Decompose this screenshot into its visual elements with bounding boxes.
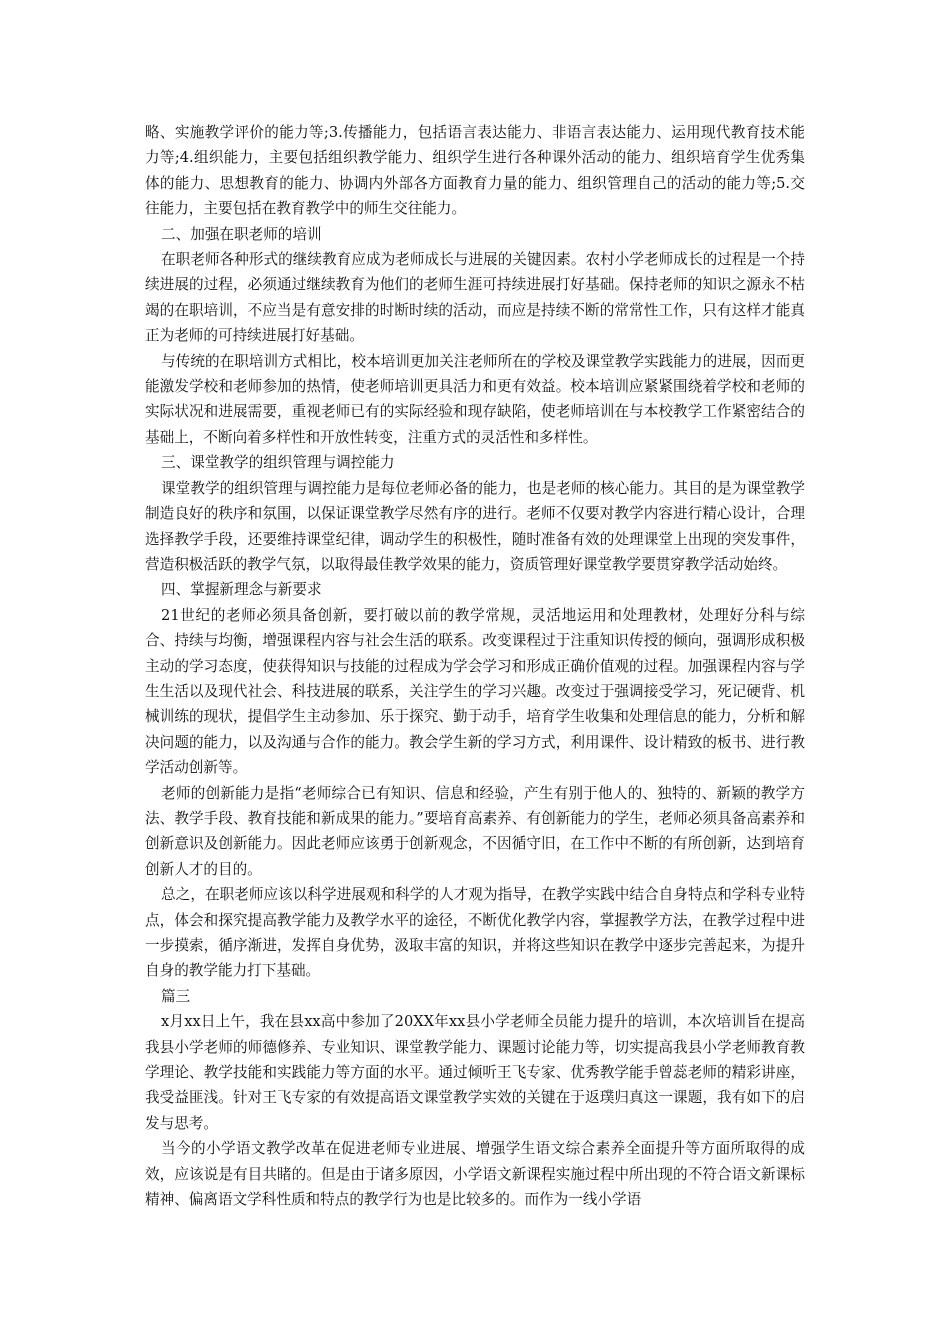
section-heading-4: 四、掌握新理念与新要求 bbox=[161, 581, 322, 599]
paragraph: 与传统的在职培训方式相比，校本培训更加关注老师所在的学校及课堂教学实践能力的进展，因而更能激发学校和老师参加的热情，使老师培训更具活力和更有效益。校本培训应紧紧围绕着学校和老师的实际状况和进展需要，重视老师已有的实际经验和现存缺陷，使老师培训在与本校教学工作紧密结合的基础上，不断向着多样性和开放性转变，注重方式的灵活性和多样性。 bbox=[145, 352, 805, 446]
paragraph: 21世纪的老师必须具备创新，要打破以前的教学常规，灵活地运用和处理教材，处理好分科与综合、持续与均衡，增强课程内容与社会生活的联系。改变课程过于注重知识传授的倾向，强调形成积极主动的学习态度，使获得知识与技能的过程成为学会学习和形成正确价值观的过程。加强课程内容与学生生活以及现代社会、科技进展的联系，关注学生的学习兴趣。改变过于强调接受学习，死记硬背、机械训练的现状，提倡学生主动参加、乐于探究、勤于动手，培育学生收集和处理信息的能力，分析和解决问题的能力，以及沟通与合作的能力。教会学生新的学习方式，利用课件、设计精致的板书、进行教学活动创新等。 bbox=[145, 606, 805, 777]
paragraph: 老师的创新能力是指“老师综合已有知识、信息和经验，产生有别于他人的、独特的、新颖的教学方法、教学手段、教育技能和新成果的能力。”要培育高素养、有创新能力的学生，老师必须具备高素养和创新意识及创新能力。因此老师应该勇于创新观念，不因循守旧，在工作中不断的有所创新，达到培育创新人才的目的。 bbox=[145, 784, 805, 878]
section-heading-2: 二、加强在职老师的培训 bbox=[161, 225, 322, 243]
paragraph: 课堂教学的组织管理与调控能力是每位老师必备的能力，也是老师的核心能力。其目的是为课堂教学制造良好的秩序和氛围，以保证课堂教学尽然有序的进行。老师不仅要对教学内容进行精心设计，合理选择教学手段，还要维持课堂纪律，调动学生的积极性，随时准备有效的处理课堂上出现的突发事件，营造积极活跃的教学气氛，以取得最佳教学效果的能力，资质管理好课堂教学要贯穿教学活动始终。 bbox=[145, 479, 805, 573]
document-page bbox=[145, 120, 805, 1212]
paragraph: 当今的小学语文教学改革在促进老师专业进展、增强学生语文综合素养全面提升等方面所取得的成效，应该说是有目共睹的。但是由于诸多原因，小学语文新课程实施过程中所出现的不符合语文新课标精神、偏离语文学科性质和特点的教学行为也是比较多的。而作为一线小学语 bbox=[145, 1140, 805, 1209]
section-heading-3: 三、课堂教学的组织管理与调控能力 bbox=[161, 454, 395, 472]
paragraph: 在职老师各种形式的继续教育应成为老师成长与进展的关键因素。农村小学老师成长的过程是一个持续进展的过程，必须通过继续教育为他们的老师生涯可持续进展打好基础。保持老师的知识之源永不枯竭的在职培训，不应当是有意安排的时断时续的活动，而应是持续不断的常常性工作，只有这样才能真正为老师的可持续进展打好基础。 bbox=[145, 251, 805, 345]
paragraph: x月xx日上午，我在县xx高中参加了20XX年xx县小学老师全员能力提升的培训，本次培训旨在提高我县小学老师的师德修养、专业知识、课堂教学能力、课题讨论能力等，切实提高我县小学老师教育教学理论、教学技能和实践能力等方面的水平。通过倾听王飞专家、优秀教学能手曾蕊老师的精彩讲座，我受益匪浅。针对王飞专家的有效提高语文课堂教学实效的关键在于返璞归真这一课题，我有如下的启发与思考。 bbox=[145, 1013, 805, 1132]
paragraph-continued: 略、实施教学评价的能力等;3.传播能力，包括语言表达能力、非语言表达能力、运用现代教育技术能力等;4.组织能力，主要包括组织教学能力、组织学生进行各种课外活动的能力、组织培育学生优秀集体的能力、思想教育的能力、协调内外部各方面教育力量的能力、组织管理自己的活动的能力等;5.交往能力，主要包括在教育教学中的师生交往能力。 bbox=[145, 124, 805, 218]
article-heading: 篇三 bbox=[161, 987, 191, 1005]
paragraph: 总之，在职老师应该以科学进展观和科学的人才观为指导，在教学实践中结合自身特点和学科专业特点，体会和探究提高教学能力及教学水平的途径，不断优化教学内容，掌握教学方法，在教学过程中进一步摸索，循序渐进，发挥自身优势，汲取丰富的知识，并将这些知识在教学中逐步完善起来，为提升自身的教学能力打下基础。 bbox=[145, 886, 805, 980]
